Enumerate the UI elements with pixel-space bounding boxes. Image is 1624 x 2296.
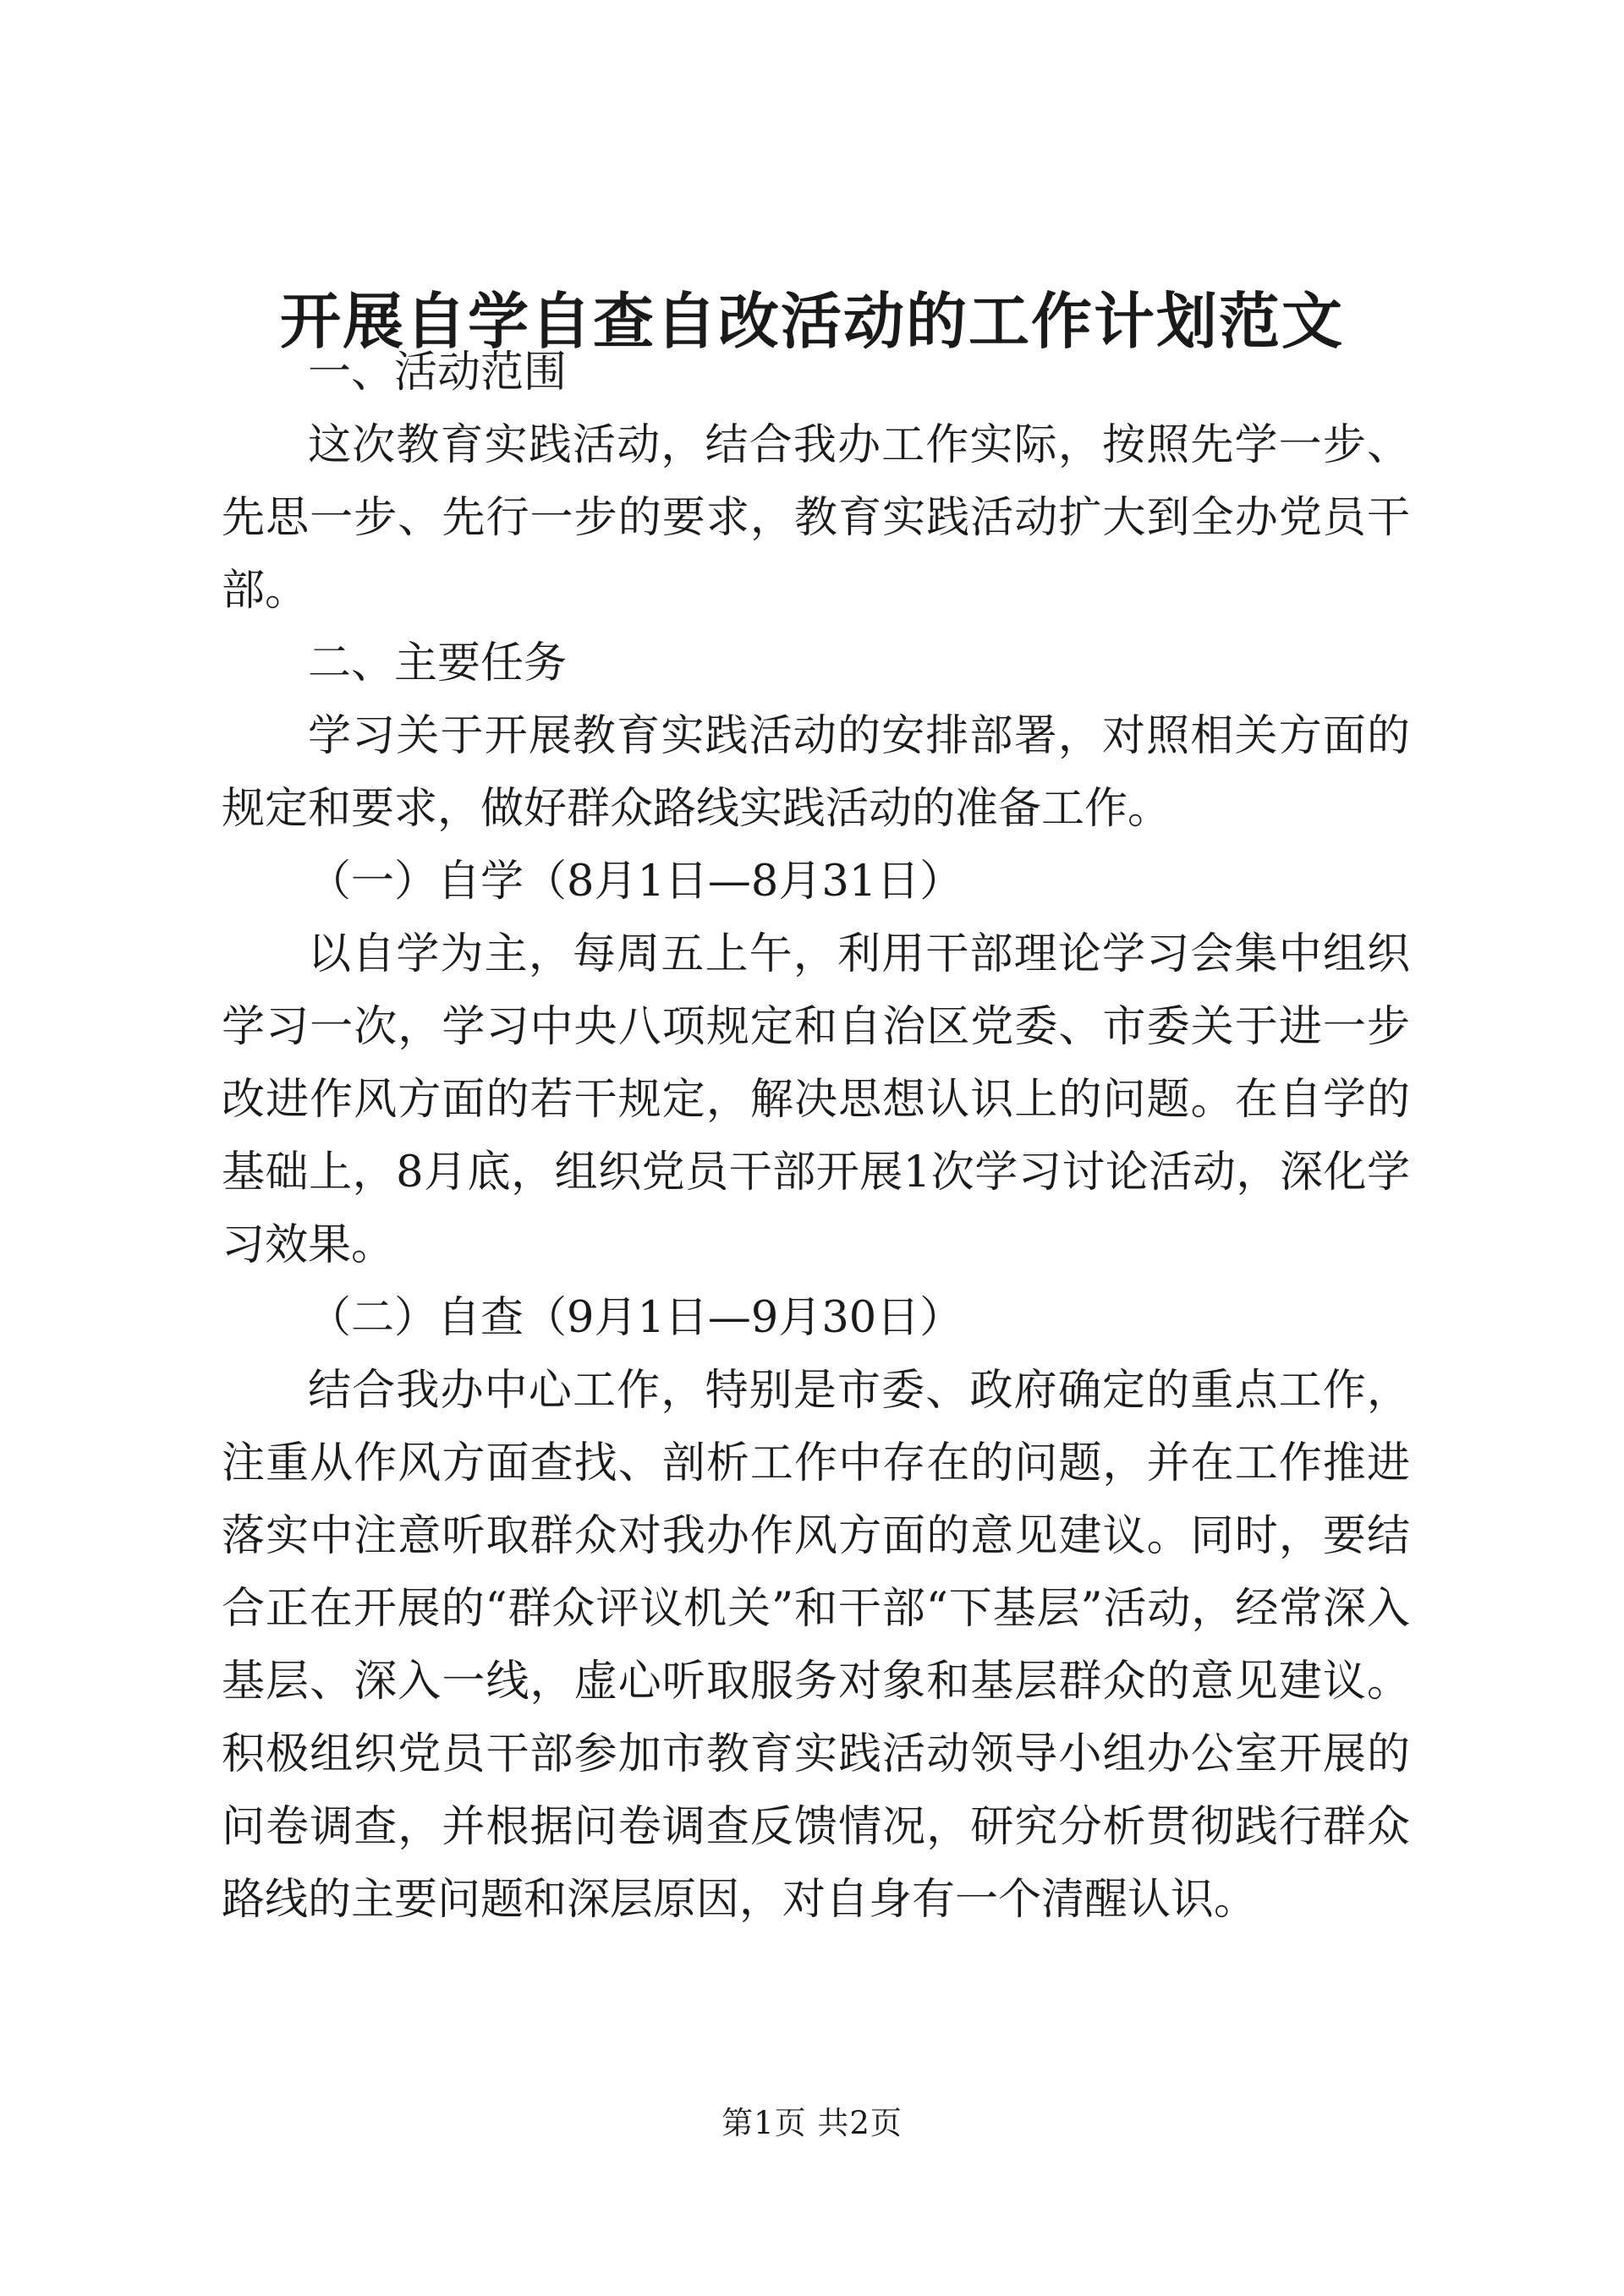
paragraph-self-check: 结合我办中心工作，特别是市委、政府确定的重点工作，注重从作风方面查找、剖析工作中存在的问题，并在工作推进落实中注意听取群众对我办作风方面的意见建议。同时，要结合正在开展的“群众评议机关”和干部“下基层”活动，经常深入基层、深入一线，虚心听取服务对象和基层群众的意见建议。积极组织党员干部参加市教育实践活动领导小组办公室开展的问卷调查，并根据问卷调查反馈情况，研究分析贯彻践行群众路线的主要问题和深层原因，对自身有一个清醒认识。 — [222, 1366, 1410, 1925]
document-body — [222, 337, 1410, 1937]
paragraph-tasks: 学习关于开展教育实践活动的安排部署，对照相关方面的规定和要求，做好群众路线实践活动的准备工作。 — [222, 711, 1410, 834]
subheading-self-study: （一）自学（8月1日—8月31日） — [308, 857, 963, 907]
subheading-self-check: （二）自查（9月1日—9月30日） — [308, 1293, 963, 1343]
paragraph-scope: 这次教育实践活动，结合我办工作实际，按照先学一步、先思一步、先行一步的要求，教育实践活动扩大到全办党员干部。 — [222, 420, 1410, 616]
page-number-footer: 第1页 共2页 — [721, 2105, 903, 2141]
section-heading-scope: 一、活动范围 — [308, 348, 568, 397]
section-heading-tasks: 二、主要任务 — [308, 638, 568, 688]
document-title: 开展自学自查自改活动的工作计划范文 — [279, 285, 1344, 357]
paragraph-self-study: 以自学为主，每周五上午，利用干部理论学习会集中组织学习一次，学习中央八项规定和自治区党委、市委关于进一步改进作风方面的若干规定，解决思想认识上的问题。在自学的基础上，8月底，组织党员干部开展1次学习讨论活动，深化学习效果。 — [222, 929, 1410, 1270]
